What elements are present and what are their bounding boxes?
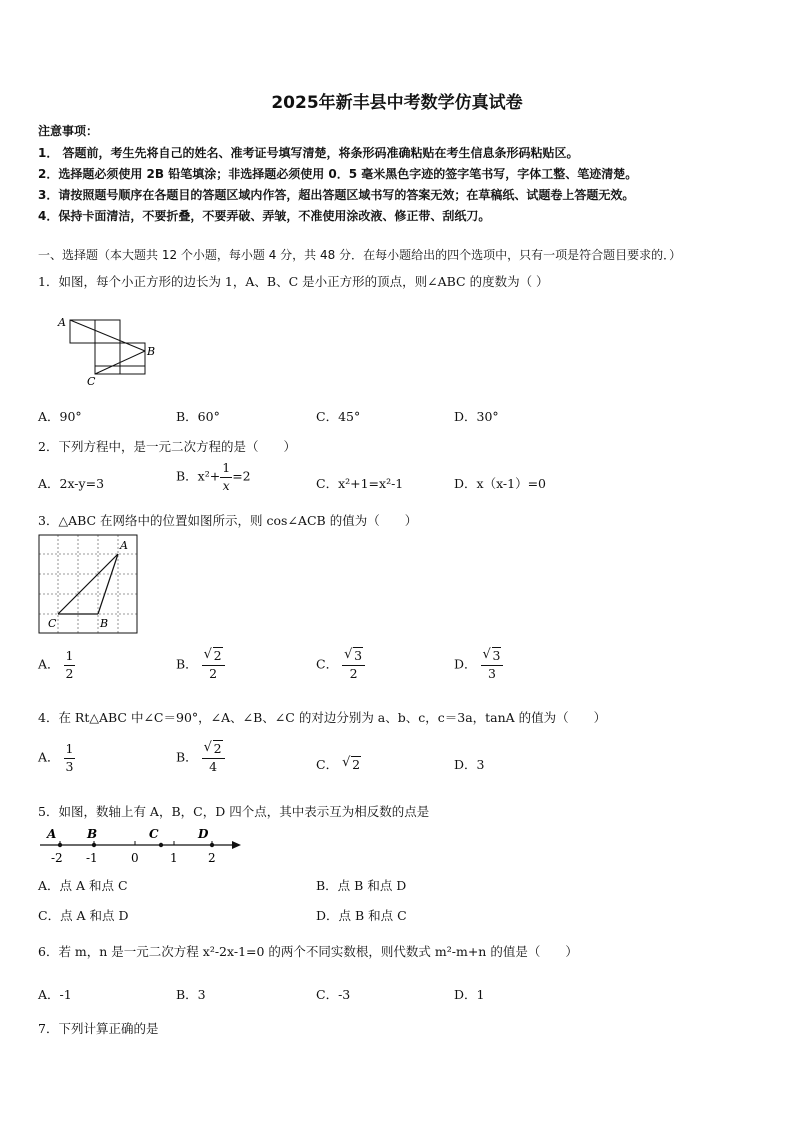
question-3-option-b[interactable]: [176, 647, 225, 681]
tick-label: -2: [51, 851, 63, 865]
question-6-option-b[interactable]: B．3: [176, 987, 206, 1002]
notes-item: 2．选择题必须使用 2B 铅笔填涂；非选择题必须使用 0．5 毫米黑色字迹的签字笔书写，字体工整、笔迹清楚。: [38, 167, 638, 181]
question-1-grid-figure: [55, 315, 165, 390]
question-3-grid-figure: [38, 534, 140, 634]
question-2-option-a[interactable]: A．2x-y=3: [38, 476, 105, 491]
question-1-stem: 1．如图，每个小正方形的边长为 1，A、B、C 是小正方形的顶点，则∠ABC 的度数为（ ）: [38, 274, 549, 289]
point-label-d: D: [198, 827, 209, 841]
figure-label-a: A: [120, 539, 128, 552]
figure-label-b: B: [100, 617, 109, 630]
fraction: [202, 740, 225, 774]
numerator: 1: [220, 462, 232, 478]
question-5-option-a[interactable]: A．点 A 和点 C: [38, 878, 128, 893]
option-label: A．: [38, 749, 60, 765]
option-value: 3: [476, 757, 485, 772]
numerator: 1: [64, 650, 76, 666]
question-3-option-d[interactable]: [454, 647, 503, 681]
question-4-stem: 4．在 Rt△ABC 中∠C＝90°，∠A、∠B、∠C 的对边分别为 a、b、c，c＝3a，tanA 的值为（ ）: [38, 710, 607, 725]
denominator: 4: [209, 758, 218, 774]
sqrt: [342, 757, 361, 772]
tick-label: 2: [208, 851, 216, 865]
fraction: [64, 650, 76, 680]
notes-item: 4．保持卡面清洁，不要折叠，不要弄破、弄皱，不准使用涂改液、修正带、刮纸刀。: [38, 209, 491, 223]
fraction: [64, 743, 76, 773]
tick-label: 1: [170, 851, 178, 865]
radical-sign: √: [203, 647, 212, 662]
question-4-option-c[interactable]: [316, 755, 361, 773]
question-5-stem: 5．如图，数轴上有 A，B，C，D 四个点，其中表示互为相反数的点是: [38, 804, 430, 819]
sqrt: [482, 647, 502, 663]
option-label: B．: [176, 656, 198, 672]
radical-sign: √: [203, 740, 212, 755]
radical-sign: √: [482, 647, 491, 662]
denominator: 2: [349, 665, 358, 681]
radical-sign: √: [344, 647, 353, 662]
numerator: [481, 647, 504, 666]
fraction: [481, 647, 504, 681]
question-3-option-a[interactable]: [38, 650, 75, 680]
numerator: [202, 740, 225, 759]
point-label-b: B: [87, 827, 98, 841]
question-3-stem: 3．△ABC 在网络中的位置如图所示，则 cos∠ACB 的值为（ ）: [38, 513, 418, 528]
option-label: B．: [176, 749, 198, 765]
question-2-option-b[interactable]: [176, 462, 251, 492]
question-1-option-c[interactable]: C．45°: [316, 409, 361, 424]
option-label: D．: [454, 656, 477, 672]
question-1-option-a[interactable]: A．90°: [38, 409, 82, 424]
numerator: 1: [64, 743, 76, 759]
denominator: 3: [488, 665, 496, 681]
denominator: x: [222, 477, 230, 493]
option-b-prefix: B．x²+: [176, 468, 221, 484]
figure-label-c: C: [87, 375, 96, 388]
sqrt: [203, 647, 223, 663]
option-label: C．: [316, 757, 339, 772]
figure-label-b: B: [147, 345, 156, 358]
question-1-option-b[interactable]: B．60°: [176, 409, 220, 424]
sqrt: [344, 647, 363, 663]
option-label: C．: [316, 656, 339, 672]
question-2-option-d[interactable]: D．x（x-1）=0: [454, 476, 547, 491]
figure-label-a: A: [58, 316, 66, 329]
question-4-option-b[interactable]: [176, 740, 225, 774]
option-label: A．: [38, 656, 60, 672]
notes-heading: 注意事项：: [38, 124, 99, 138]
radicand: 3: [354, 648, 363, 663]
question-5-option-b[interactable]: B．点 B 和点 D: [316, 878, 407, 893]
question-5-option-d[interactable]: D．点 B 和点 C: [316, 908, 407, 923]
tick-label: -1: [86, 851, 98, 865]
denominator: 2: [209, 665, 218, 681]
radicand: 2: [213, 741, 222, 756]
denominator: 3: [65, 758, 74, 774]
radicand: 2: [213, 648, 222, 663]
radicand: 2: [352, 757, 361, 772]
fraction: [220, 462, 232, 492]
fraction: [342, 647, 365, 681]
page-title: 2025年新丰县中考数学仿真试卷: [271, 93, 523, 113]
question-6-option-d[interactable]: D．1: [454, 987, 485, 1002]
radicand: 3: [492, 648, 501, 663]
denominator: 2: [65, 665, 74, 681]
question-1-option-d[interactable]: D．30°: [454, 409, 499, 424]
tick-label: 0: [131, 851, 139, 865]
notes-item: 3．请按照题号顺序在各题目的答题区域内作答，超出答题区域书写的答案无效；在草稿纸、试题卷上答题无效。: [38, 188, 635, 202]
question-4-option-a[interactable]: [38, 743, 75, 773]
fraction: [202, 647, 225, 681]
point-label-a: A: [47, 827, 57, 841]
question-7-stem: 7．下列计算正确的是: [38, 1021, 159, 1036]
numerator: [342, 647, 365, 666]
question-3-option-c[interactable]: [316, 647, 365, 681]
point-label-c: C: [149, 827, 159, 841]
question-6-stem: 6．若 m，n 是一元二次方程 x²-2x-1=0 的两个不同实数根，则代数式 m²-m+n 的值是（ ）: [38, 944, 578, 959]
option-label: D．: [454, 757, 477, 772]
radical-sign: √: [342, 755, 351, 770]
option-b-suffix: =2: [232, 468, 251, 484]
question-6-option-c[interactable]: C．-3: [316, 987, 351, 1002]
question-4-option-d[interactable]: [454, 755, 484, 773]
notes-item: 1． 答题前，考生先将自己的姓名、准考证号填写清楚，将条形码准确粘贴在考生信息条形码粘贴区。: [38, 146, 579, 160]
section-heading: 一、选择题（本大题共 12 个小题，每小题 4 分，共 48 分．在每小题给出的四个选项中，只有一项是符合题目要求的．）: [38, 248, 682, 262]
question-5-option-c[interactable]: C．点 A 和点 D: [38, 908, 129, 923]
question-6-option-a[interactable]: A．-1: [38, 987, 72, 1002]
sqrt: [203, 740, 223, 756]
figure-label-c: C: [48, 617, 57, 630]
numerator: [202, 647, 225, 666]
question-2-stem: 2．下列方程中，是一元二次方程的是（ ）: [38, 439, 296, 454]
number-line-figure: [38, 824, 243, 866]
question-2-option-c[interactable]: C．x²+1=x²-1: [316, 476, 404, 491]
